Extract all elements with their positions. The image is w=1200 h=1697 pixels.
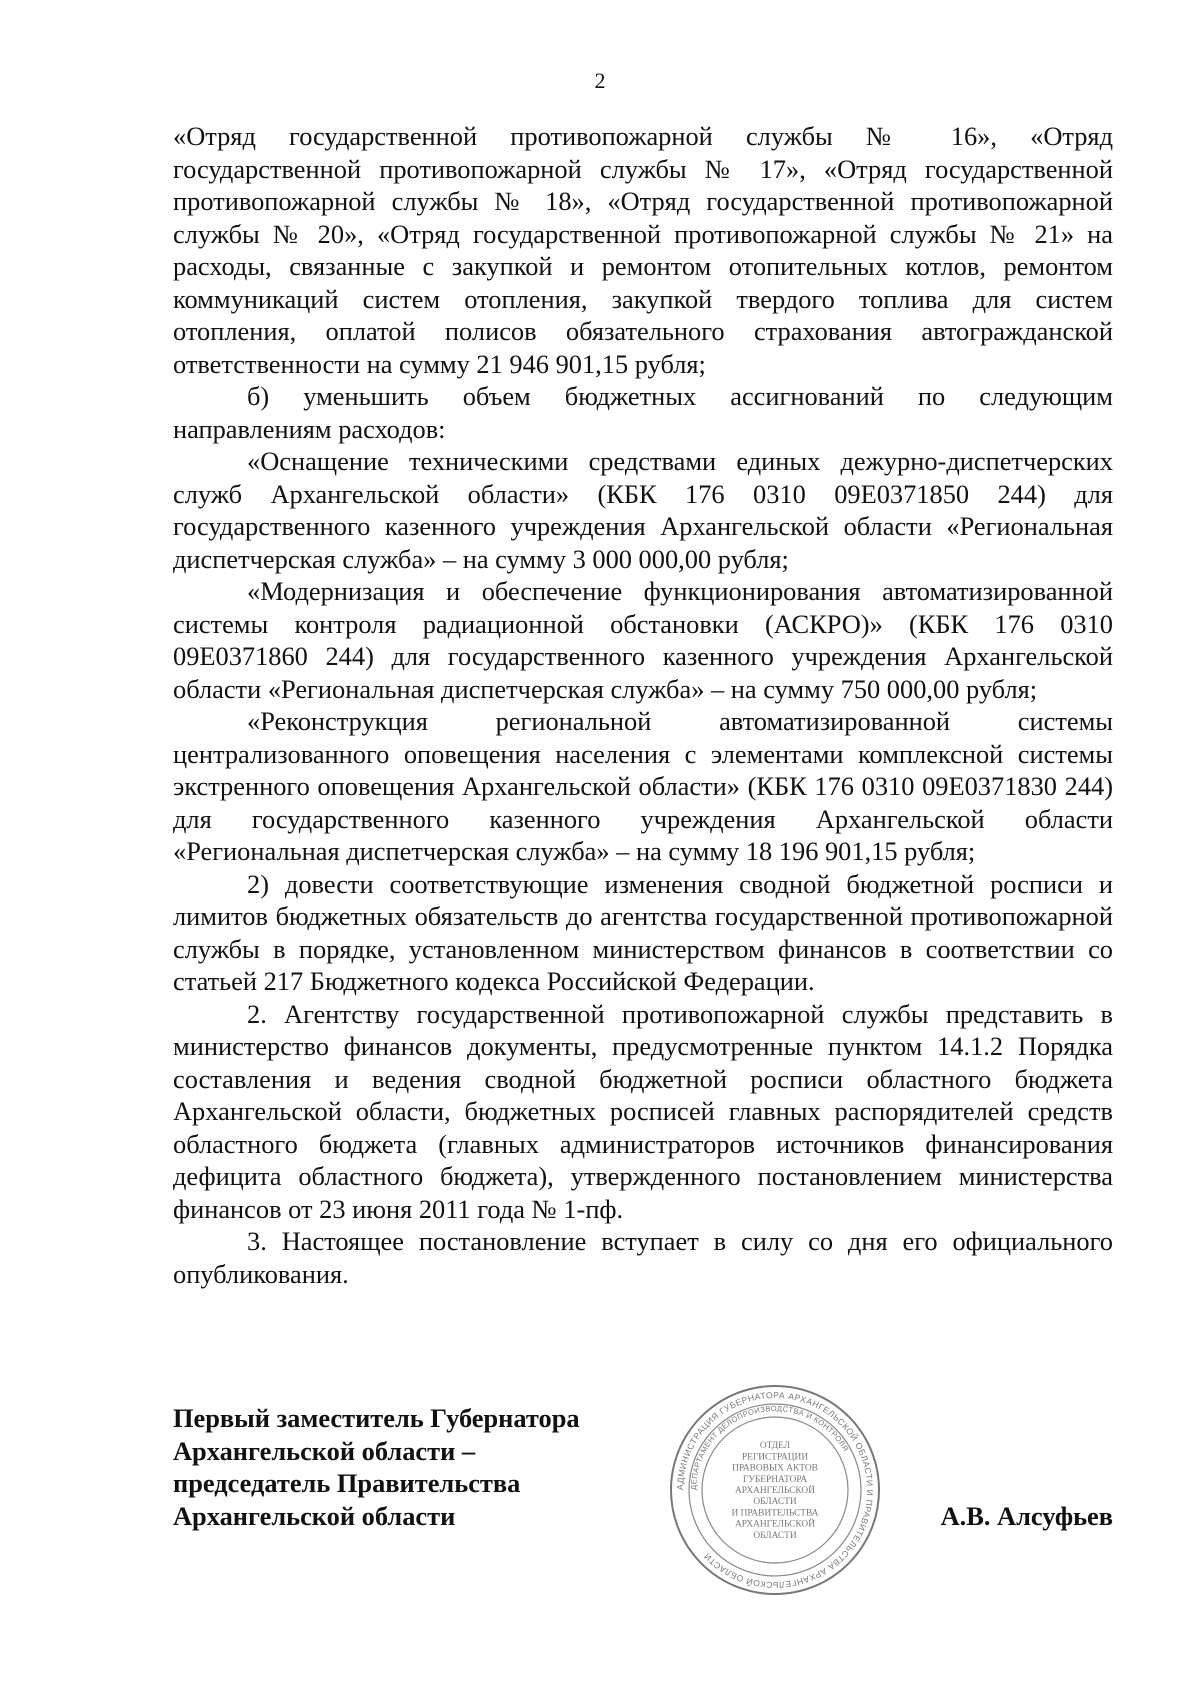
document-body bbox=[173, 120, 1113, 1290]
seal-center-line: АРХАНГЕЛЬСКОЙ bbox=[735, 1486, 815, 1496]
paragraph: «Отряд государственной противопожарной службы № 16», «Отряд государственной противопожарной службы № 17», «Отряд государственной противопожарной службы № 18», «Отряд государственной противопожарной службы № 20», «Отряд государственной противопожарной службы № 21» на расходы, связанные с закупкой и ремонтом отопительных котлов, ремонтом коммуникаций систем отопления, закупкой твердого топлива для систем отопления, оплатой полисов обязательного страхования автогражданской ответственности на сумму 21 946 901,15 рубля; bbox=[173, 121, 1113, 379]
signatory-name: А.В. Алсуфьев bbox=[940, 1501, 1113, 1531]
seal-center-line: АРХАНГЕЛЬСКОЙ bbox=[735, 1519, 815, 1530]
signatory-position-line: Первый заместитель Губернатора bbox=[173, 1403, 580, 1433]
signatory-position-line: Архангельской области – bbox=[173, 1435, 476, 1466]
seal-center-line: ОБЛАСТИ bbox=[753, 1530, 797, 1541]
paragraph: б) уменьшить объем бюджетных ассигнований по следующим направлениям расходов: bbox=[173, 381, 1113, 444]
paragraph: 2. Агентству государственной противопожарной службы представить в министерство финансов документы, предусмотренные пунктом 14.1.2 Порядка составления и ведения сводной бюджетной росписи областного бюджета Архангельской области, бюджетных росписей главных распорядителей средств областного бюджета (главных администраторов источников финансирования дефицита областного бюджета), утвержденного постановлением министерства финансов от 23 июня 2011 года № 1-пф. bbox=[173, 998, 1113, 1224]
seal-center-line: ОТДЕЛ bbox=[759, 1441, 791, 1452]
seal-center-line: ОБЛАСТИ bbox=[753, 1497, 797, 1508]
seal-center-line: РЕГИСТРАЦИИ bbox=[741, 1452, 809, 1463]
paragraph: «Реконструкция региональной автоматизированной системы централизованного оповещения населения с элементами комплексной системы экстренного оповещения Архангельской области» (КБК 176 0310 09Е0371830 244) для государственного казенного учреждения Архангельской области «Региональная диспетчерская служба» – на сумму 18 196 901,15 рубля; bbox=[173, 706, 1113, 866]
paragraph: 2) довести соответствующие изменения сводной бюджетной росписи и лимитов бюджетных обязательств до агентства государственной противопожарной службы в порядке, установленном министерством финансов в соответствии со статьей 217 Бюджетного кодекса Российской Федерации. bbox=[173, 868, 1113, 996]
paragraph: «Оснащение техническими средствами единых дежурно-диспетчерских служб Архангельской области» (КБК 176 0310 09Е0371850 244) для государственного казенного учреждения Архангельской области «Региональная диспетчерская служба» – на сумму 3 000 000,00 рубля; bbox=[173, 446, 1113, 574]
seal-center-line: ПРАВОВЫХ АКТОВ bbox=[732, 1463, 818, 1474]
signatory-position bbox=[173, 1402, 580, 1532]
seal-center-line: ГУБЕРНАТОРА bbox=[742, 1474, 808, 1485]
signatory-position-line: Архангельской области bbox=[173, 1500, 456, 1531]
seal-inner-text: ДЕПАРТАМЕНТ ДЕЛОПРОИЗВОДСТВА И КОНТРОЛЯ bbox=[688, 1403, 851, 1491]
seal-center-line: И ПРАВИТЕЛЬСТВА bbox=[731, 1508, 819, 1519]
official-seal-stamp bbox=[668, 1383, 882, 1597]
page-number: 2 bbox=[594, 68, 606, 93]
seal-outer-text: АДМИНИСТРАЦИЯ ГУБЕРНАТОРА АРХАНГЕЛЬСКОЙ ОБЛАСТИ И ПРАВИТЕЛЬСТВА АРХАНГЕЛЬСКОЙ ОБЛАСТИ bbox=[674, 1389, 876, 1591]
signatory-position-line: председатель Правительства bbox=[173, 1468, 521, 1498]
seal-center-text bbox=[732, 1441, 819, 1541]
paragraph: «Модернизация и обеспечение функционирования автоматизированной системы контроля радиационной обстановки (АСКРО)» (КБК 176 0310 09Е0371860 244) для государственного казенного учреждения Архангельской области «Региональная диспетчерская служба» – на сумму 750 000,00 рубля; bbox=[173, 576, 1113, 704]
paragraph: 3. Настоящее постановление вступает в силу со дня его официального опубликования. bbox=[173, 1226, 1113, 1289]
